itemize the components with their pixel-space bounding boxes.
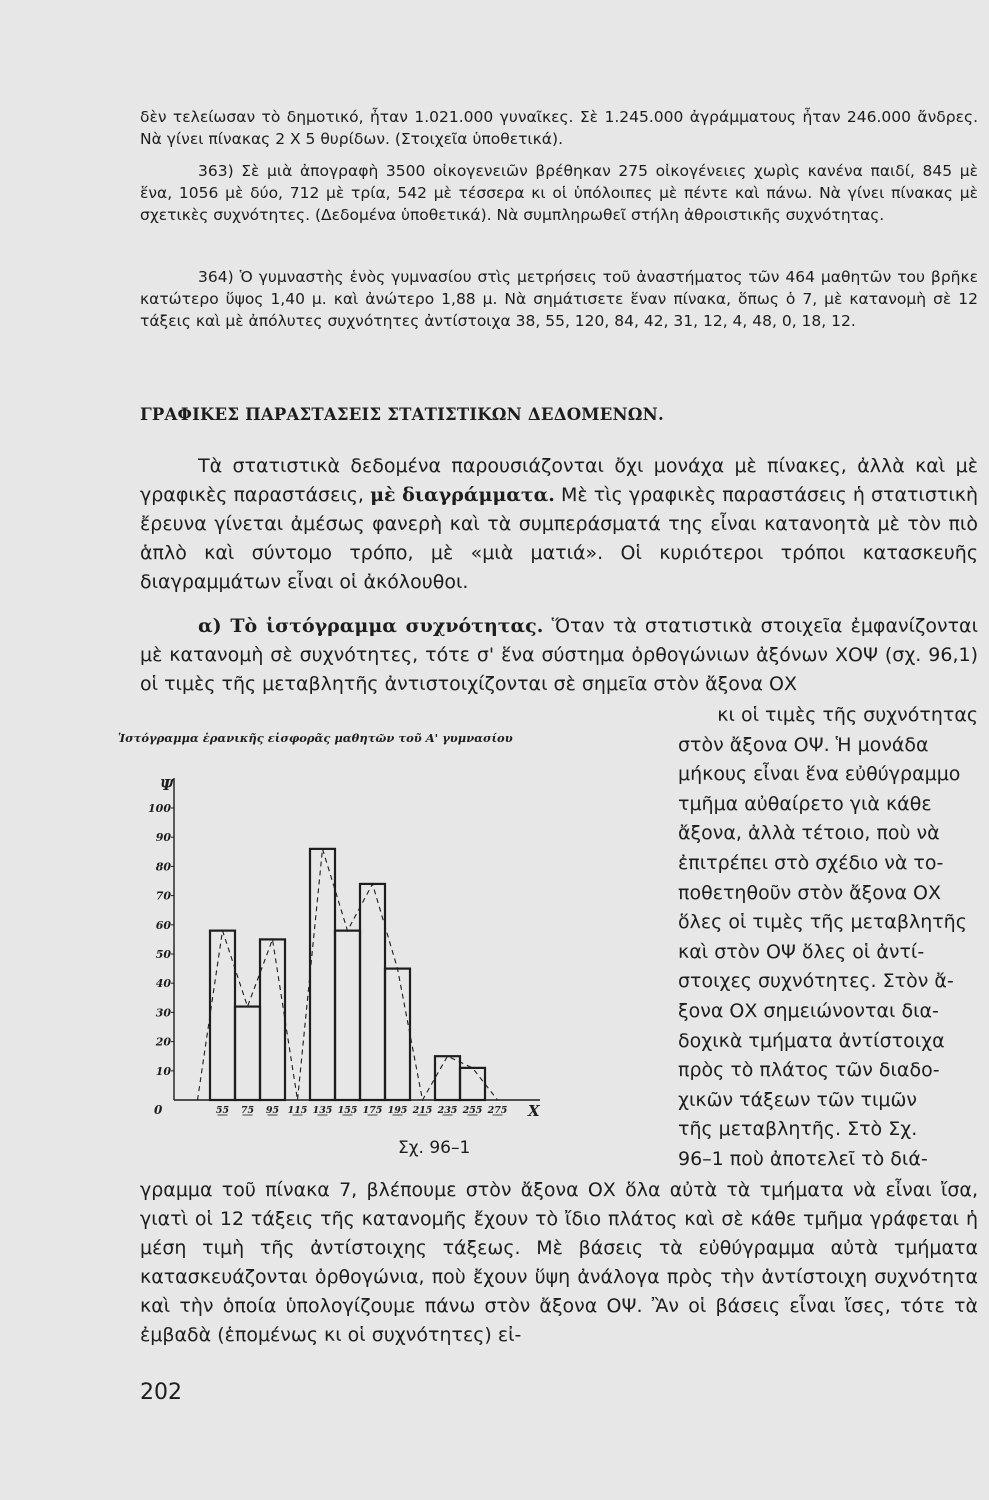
histogram-chart — [140, 760, 650, 1130]
histogram-bar — [435, 1056, 460, 1100]
right-line: πρὸς τὸ πλάτος τῶν διαδο- — [678, 1059, 940, 1082]
intro-bold: μὲ διαγράμματα. — [370, 484, 555, 506]
x-tick-label: 135 — [312, 1105, 333, 1116]
problem-364 — [140, 266, 978, 332]
y-tick-label: 100 — [148, 802, 171, 815]
right-line: 96–1 ποὺ ἀποτελεῖ τὸ διά- — [678, 1147, 928, 1170]
y-tick-label: 40 — [155, 977, 171, 991]
x-tick-label: 55 — [215, 1105, 230, 1116]
continuation-text: γραμμα τοῦ πίνακα 7, βλέπουμε στὸν ἄξονα ΟΧ ὅλα αὐτὰ τὰ τμήματα νὰ εἶναι ἴσα, γιατὶ οἱ 12 τάξεις τῆς κατανομῆς ἔχουν τὸ ἴδιο πλάτος καὶ σὲ κάθε τμῆμα γράφεται ἡ μέση τιμὴ τῆς ἀντίστοιχης τάξεως. Μὲ βάσεις τὰ εὐθύγραμμα αὐτὰ τμήματα κατασκευάζονται ὀρθογώνια, ποὺ ἔχουν ὕψη ἀνάλογα πρὸς τὴν ἀντίστοιχη συχνότητα καὶ τὴν ὁποία ὑπολογίζουμε πάνω στὸν ἄξονα ΟΨ. Ἂν οἱ βάσεις εἶναι ἴσες, τότε τὰ ἐμβαδὰ (ἑπομένως κι οἱ συχνότητες) εἰ- — [140, 1179, 978, 1346]
problem-363 — [140, 160, 978, 226]
origin-label: 0 — [154, 1103, 163, 1117]
right-line: ἐπιτρέπει στὸ σχέδιο νὰ το- — [678, 851, 944, 874]
right-line: χικῶν τάξεων τῶν τιμῶν — [678, 1088, 918, 1111]
problem-362-end — [140, 106, 978, 150]
histogram-bar — [310, 849, 335, 1100]
right-line: ὅλες οἱ τιμὲς τῆς μεταβλητῆς — [678, 911, 967, 934]
y-tick-label: 20 — [155, 1035, 171, 1049]
x-tick-label: 195 — [387, 1105, 408, 1116]
problem-363-text: 363) Σὲ μιὰ ἀπογραφὴ 3500 οἰκογενειῶν βρέθηκαν 275 οἰκογένειες χωρὶς κανένα παιδί, 845 μὲ ἕνα, 1056 μὲ δύο, 712 μὲ τρία, 542 μὲ τέσσερα κι οἱ ὑπόλοιπες μὲ πέντε καὶ πάνω. Νὰ γίνει πίνακας μὲ σχετικὲς συχνότητες. (Δεδομένα ὑποθετικά). Νὰ συμπληρωθεῖ στήλη ἀθροιστικῆς συχνότητας. — [140, 162, 978, 224]
histogram-heading: α) Τὸ ἱστόγραμμα συχνότητας. — [198, 615, 544, 637]
figure-title: Ἱστόγραμμα ἐρανικῆς εἰσφορᾶς μαθητῶν τοῦ Α' γυμνασίου — [118, 731, 513, 745]
x-tick-label: 155 — [337, 1105, 358, 1116]
y-tick-label: 70 — [155, 889, 171, 903]
x-tick-label: 175 — [362, 1105, 383, 1116]
x-tick-label: 275 — [487, 1105, 508, 1116]
right-column-text — [678, 701, 978, 1175]
intro-paragraph — [140, 452, 978, 597]
x-tick-label: 215 — [412, 1105, 433, 1116]
intro-text-2: Μὲ τὶς γραφικὲς παραστάσεις ἡ στατιστικὴ ἔρευνα γίνεται ἀμέσως φανερὴ καὶ τὰ συμπεράσματά της εἶναι κατανοητὰ μὲ τὸν πιὸ ἁπλὸ καὶ σύντομο τρόπο, μὲ «μιὰ ματιά». Οἱ κυριότεροι τρόποι κατασκευῆς διαγραμμάτων εἶναι οἱ ἀκόλουθοι. — [140, 484, 978, 593]
chart-axes — [171, 778, 540, 1100]
histogram-bar — [360, 884, 385, 1100]
right-line: καὶ στὸν ΟΨ ὅλες οἱ ἀντί- — [678, 940, 925, 963]
x-tick-label: 255 — [462, 1105, 483, 1116]
right-line: στὸν ἄξονα ΟΨ. Ἡ μονάδα — [678, 733, 929, 756]
y-tick-label: 30 — [155, 1006, 171, 1020]
x-axis-label: Χ — [528, 1102, 540, 1120]
histogram-bars — [210, 849, 485, 1100]
x-tick-label: 235 — [437, 1105, 458, 1116]
page-number: 202 — [140, 1380, 182, 1405]
y-tick-label: 90 — [155, 831, 171, 845]
right-line: στοιχες συχνότητες. Στὸν ἄ- — [678, 970, 954, 993]
right-line: ποθετηθοῦν στὸν ἄξονα ΟΧ — [678, 881, 941, 904]
y-tick-label: 80 — [155, 860, 171, 874]
problem-364-text: 364) Ὁ γυμναστὴς ἑνὸς γυμνασίου στὶς μετρήσεις τοῦ ἀναστήματος τῶν 464 μαθητῶν του βρῆκε κατώτερο ὕψος 1,40 μ. καὶ ἀνώτερο 1,88 μ. Νὰ σημάτισετε ἕναν πίνακα, ὅπως ὁ 7, μὲ κατανομὴ σὲ 12 τάξεις καὶ μὲ ἀπόλυτες συχνότητες ἀντίστοιχα 38, 55, 120, 84, 42, 31, 12, 4, 48, 0, 18, 12. — [140, 268, 978, 330]
x-tick-label: 95 — [265, 1105, 280, 1116]
section-heading: ΓΡΑΦΙΚΕΣ ΠΑΡΑΣΤΑΣΕΙΣ ΣΤΑΤΙΣΤΙΚΩΝ ΔΕΔΟΜΕΝΩΝ. — [140, 405, 664, 424]
histogram-bar — [385, 969, 410, 1100]
y-tick-label: 10 — [155, 1064, 171, 1078]
continuation-paragraph — [140, 1176, 978, 1350]
histogram-text: Ὅταν τὰ στατιστικὰ στοιχεῖα ἐμφανίζονται μὲ κατανομὴ σὲ συχνότητες, τότε σ' ἕνα σύστημα ὀρθογώνιων ἀξόνων ΧΟΨ (σχ. 96,1) οἱ τιμὲς τῆς μεταβλητῆς ἀντιστοιχίζονται σὲ σημεῖα στὸν ἄξονα ΟΧ — [140, 615, 978, 695]
y-tick-label: 50 — [155, 948, 171, 961]
y-axis-label: Ψ — [160, 776, 174, 794]
right-line: μήκους εἶναι ἕνα εὐθύγραμμο — [678, 763, 961, 786]
histogram-bar — [460, 1068, 485, 1100]
histogram-bar — [235, 1007, 260, 1100]
x-tick-label: 115 — [287, 1105, 308, 1116]
right-line: κι οἱ τιμὲς τῆς συχνότητας — [717, 704, 978, 726]
y-tick-label: 60 — [155, 918, 171, 932]
histogram-paragraph — [140, 612, 978, 699]
right-line: τμῆμα αὐθαίρετο γιὰ κάθε — [678, 792, 932, 815]
problem-362-text: δὲν τελείωσαν τὸ δημοτικό, ἦταν 1.021.000 γυναῖκες. Σὲ 1.245.000 ἀγράμματους ἦταν 246.000 ἄνδρες. Νὰ γίνει πίνακας 2 Χ 5 θυρίδων. (Στοιχεῖα ὑποθετικά). — [140, 108, 978, 148]
right-line: ἄξονα, ἀλλὰ τέτοιο, ποὺ νὰ — [678, 822, 940, 845]
right-line: δοχικὰ τμήματα ἀντίστοιχα — [678, 1029, 945, 1052]
histogram-bar — [335, 931, 360, 1100]
x-tick-label: 75 — [240, 1105, 255, 1116]
right-line: τῆς μεταβλητῆς. Στὸ Σχ. — [678, 1118, 918, 1141]
figure-caption: Σχ. 96–1 — [398, 1138, 471, 1158]
intro-text-1: Τὰ στατιστικὰ δεδομένα παρουσιάζονται ὄχι μονάχα μὲ πίνακες, ἀλλὰ καὶ μὲ γραφικὲς παραστάσεις, — [140, 455, 978, 506]
right-line: ξονα ΟΧ σημειώνονται δια- — [678, 999, 939, 1022]
